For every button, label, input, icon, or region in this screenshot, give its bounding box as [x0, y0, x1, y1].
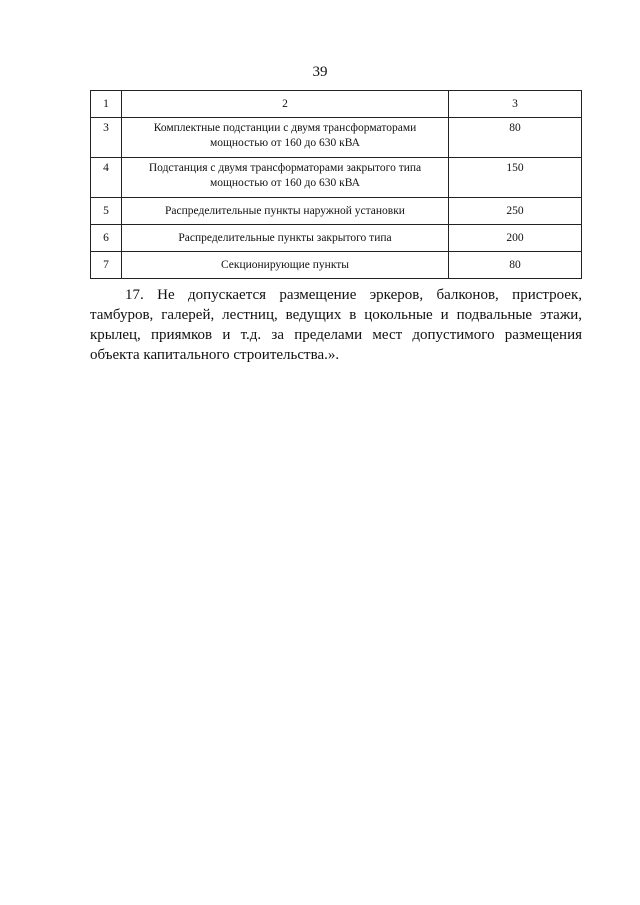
row-value: 150: [449, 158, 582, 198]
table-row: [91, 252, 582, 279]
row-description: Распределительные пункты наружной установки: [122, 198, 449, 225]
table-row: [91, 198, 582, 225]
row-number: 4: [91, 158, 122, 198]
page-number: 39: [312, 64, 328, 80]
row-description-line: мощностью от 160 до 630 кВА: [210, 137, 360, 149]
row-description: Распределительные пункты закрытого типа: [122, 225, 449, 252]
row-description: [122, 118, 449, 158]
table-row: [91, 158, 582, 198]
table-row: [91, 118, 582, 158]
row-description-line: Подстанция с двумя трансформаторами закрытого типа: [148, 162, 422, 174]
row-description-line: мощностью от 160 до 630 кВА: [210, 177, 360, 189]
table-header-row: [91, 91, 582, 118]
row-description: Секционирующие пункты: [122, 252, 449, 279]
row-value: 200: [449, 225, 582, 252]
row-value: 80: [449, 118, 582, 158]
row-value: 250: [449, 198, 582, 225]
header-cell-2: 2: [122, 91, 449, 118]
row-value: 80: [449, 252, 582, 279]
row-description: [122, 158, 449, 198]
row-number: 3: [91, 118, 122, 158]
row-number: 5: [91, 198, 122, 225]
row-number: 7: [91, 252, 122, 279]
row-number: 6: [91, 225, 122, 252]
distance-table: [90, 90, 582, 279]
row-description-line: Комплектные подстанции с двумя трансформаторами: [153, 122, 417, 134]
header-cell-1: 1: [91, 91, 122, 118]
table-row: [91, 225, 582, 252]
header-cell-3: 3: [449, 91, 582, 118]
body-paragraph: 17. Не допускается размещение эркеров, балконов, пристроек, тамбуров, галерей, лестниц, ведущих в цокольные и подвальные этажи, крылец, приямков и т.д. за пределами мест допустимого размещения объекта капитального строительства.».: [90, 287, 582, 363]
